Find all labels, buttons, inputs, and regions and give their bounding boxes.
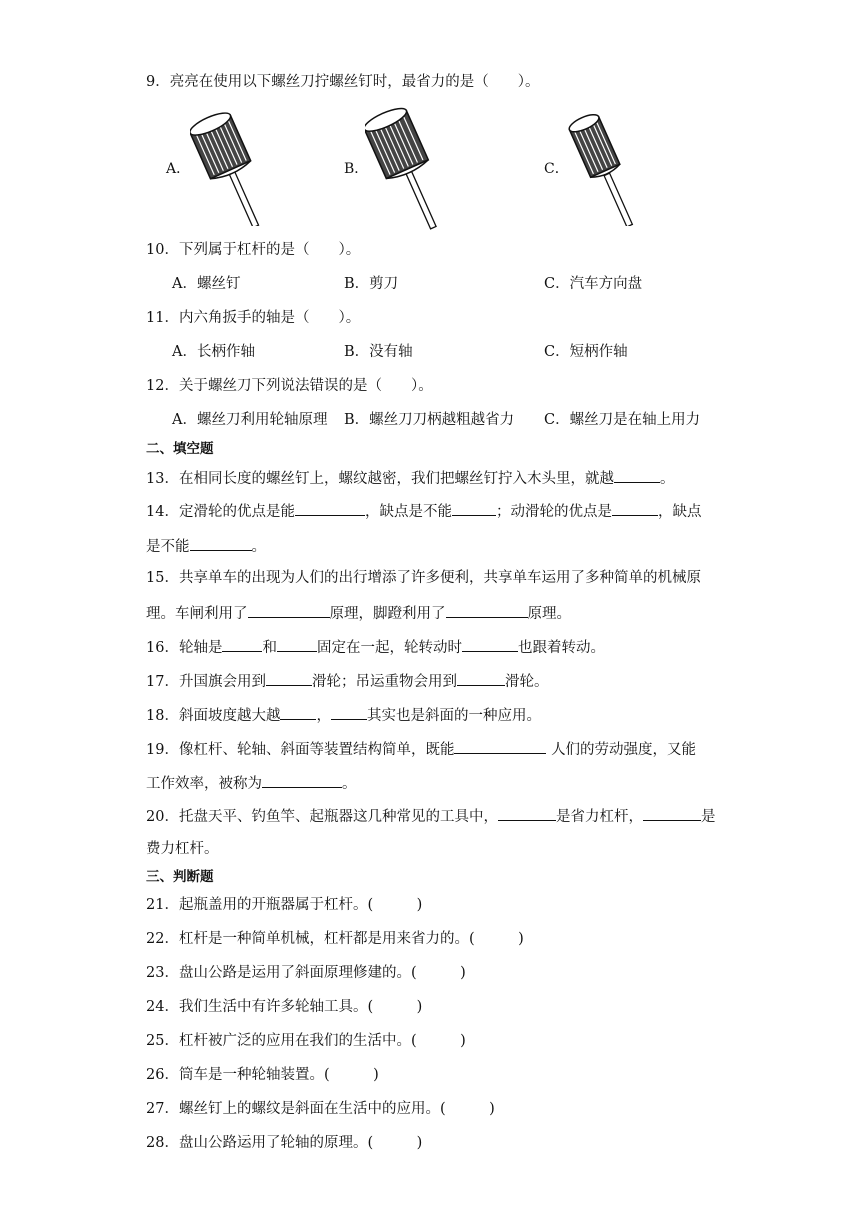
option-a-label: A．: [166, 161, 191, 177]
question-12: 12．关于螺丝刀下列说法错误的是（ ）。: [146, 378, 433, 394]
blank: [222, 636, 262, 652]
question-28: 28．盘山公路运用了轮轴的原理。( ): [146, 1135, 423, 1151]
question-27: 27．螺丝钉上的螺纹是斜面在生活中的应用。( ): [146, 1101, 495, 1117]
q11-option-b: B．没有轴: [344, 344, 413, 360]
blank: [248, 602, 330, 618]
blank: [457, 670, 505, 686]
blank: [462, 636, 518, 652]
q10-option-a: A．螺丝钉: [172, 276, 241, 292]
question-13: 13．在相同长度的螺丝钉上，螺纹越密，我们把螺丝钉拧入木头里，就越 。: [146, 467, 674, 489]
blank: [266, 670, 312, 686]
blank: [190, 535, 252, 551]
option-b-label: B．: [344, 161, 369, 177]
q11-option-c: C．短柄作轴: [544, 344, 628, 360]
question-22: 22．杠杆是一种简单机械，杠杆都是用来省力的。( ): [146, 931, 524, 947]
blank: [295, 500, 365, 516]
question-14: 14．定滑轮的优点是能 ，缺点是不能 ；动滑轮的优点是 ，缺点: [146, 500, 701, 522]
blank: [262, 772, 342, 788]
question-9: 9．亮亮在使用以下螺丝刀拧螺丝钉时，最省力的是（ ）。: [146, 74, 540, 90]
question-11: 11．内六角扳手的轴是（ ）。: [146, 310, 361, 326]
question-18: 18．斜面坡度越大越 ， 其实也是斜面的一种应用。: [146, 704, 541, 726]
question-15: 15．共享单车的出现为人们的出行增添了许多便利，共享单车运用了多种简单的机械原: [146, 570, 701, 586]
section-fill-in-heading: 二、填空题: [146, 441, 214, 457]
question-15-cont: 理。车闸利用了 原理，脚蹬利用了 原理。: [146, 602, 571, 624]
q10-option-b: B．剪刀: [344, 276, 399, 292]
q12-option-b: B．螺丝刀刀柄越粗越省力: [344, 412, 515, 428]
screwdriver-wide-handle-icon: [190, 108, 270, 226]
blank: [614, 467, 660, 483]
question-20: 20．托盘天平、钓鱼竿、起瓶器这几种常见的工具中， 是省力杠杆， 是: [146, 805, 715, 827]
screwdriver-medium-handle-icon: [365, 104, 455, 230]
blank: [498, 805, 556, 821]
q12-option-c: C．螺丝刀是在轴上用力: [544, 412, 701, 428]
q11-option-a: A．长柄作轴: [172, 344, 255, 360]
option-c-label: C．: [544, 161, 569, 177]
question-19: 19．像杠杆、轮轴、斜面等装置结构简单，既能 人们的劳动强度，又能: [146, 738, 696, 760]
blank: [643, 805, 701, 821]
question-16: 16．轮轴是 和 固定在一起，轮转动时 也跟着转动。: [146, 636, 605, 658]
screwdriver-narrow-handle-icon: [566, 108, 650, 226]
question-10: 10．下列属于杠杆的是（ ）。: [146, 242, 361, 258]
blank: [280, 704, 316, 720]
question-21: 21．起瓶盖用的开瓶器属于杠杆。( ): [146, 897, 423, 913]
question-24: 24．我们生活中有许多轮轴工具。( ): [146, 999, 423, 1015]
blank: [454, 738, 546, 754]
question-25: 25．杠杆被广泛的应用在我们的生活中。( ): [146, 1033, 466, 1049]
question-26: 26．筒车是一种轮轴装置。( ): [146, 1067, 379, 1083]
blank: [612, 500, 658, 516]
q10-option-c: C．汽车方向盘: [544, 276, 643, 292]
question-20-cont: 费力杠杆。: [146, 841, 219, 857]
section-judge-heading: 三、判断题: [146, 869, 214, 885]
blank: [331, 704, 367, 720]
blank: [452, 500, 496, 516]
question-14-cont: 是不能 。: [146, 535, 266, 557]
blank: [277, 636, 317, 652]
question-17: 17．升国旗会用到 滑轮；吊运重物会用到 滑轮。: [146, 670, 548, 692]
question-19-cont: 工作效率，被称为 。: [146, 772, 357, 794]
question-23: 23．盘山公路是运用了斜面原理修建的。( ): [146, 965, 466, 981]
blank: [446, 602, 528, 618]
q12-option-a: A．螺丝刀利用轮轴原理: [172, 412, 328, 428]
